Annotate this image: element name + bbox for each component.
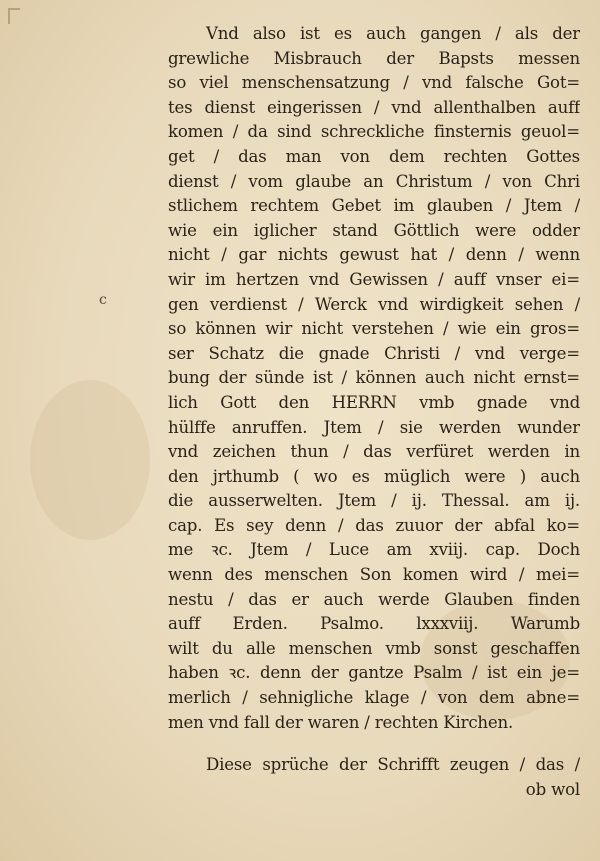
page-corner-mark xyxy=(8,8,20,24)
text-line: wie ein iglicher stand Göttlich were odder xyxy=(168,220,580,240)
text-line: men vnd fall der waren / rechten Kirchen. xyxy=(168,712,514,732)
main-text-block xyxy=(168,22,580,802)
paper-stain xyxy=(30,380,150,540)
text-line: Diese sprüche der Schrifft zeugen / das / xyxy=(206,755,580,775)
text-line: ser Schatz die gnade Christi / vnd verge= xyxy=(168,343,580,363)
text-line: Vnd also ist es auch gangen / als der xyxy=(206,24,580,43)
text-line: so viel menschensatzung / vnd falsche Got= xyxy=(168,73,580,93)
text-line: nestu / das er auch werde Glauben finden xyxy=(168,589,580,609)
text-line: wenn des menschen Son komen wird / mei= xyxy=(168,565,580,585)
text-line: tes dienst eingerissen / vnd allenthalben auff xyxy=(168,97,580,117)
text-line: die ausserwelten. Jtem / ij. Thessal. am ij. xyxy=(168,491,580,511)
text-line: hülffe anruffen. Jtem / sie werden wunder xyxy=(168,417,580,437)
text-line: wilt du alle menschen vmb sonst geschaffen xyxy=(168,638,580,658)
text-line: vnd zeichen thun / das verfüret werden in xyxy=(168,442,580,462)
text-line: me ꝛc. Jtem / Luce am xviij. cap. Doch xyxy=(168,540,580,560)
text-line: grewliche Misbrauch der Bapsts messen xyxy=(168,48,580,68)
text-line: gen verdienst / Werck vnd wirdigkeit sehen / xyxy=(168,294,580,314)
text-line: den jrthumb ( wo es müglich were ) auch xyxy=(168,466,580,486)
text-line: auff Erden. Psalmo. lxxxviij. Warumb xyxy=(168,614,580,634)
paragraph-gap xyxy=(168,735,580,753)
catchword: ob wol xyxy=(525,779,580,799)
text-line: get / das man von dem rechten Gottes xyxy=(168,146,580,166)
text-line: bung der sünde ist / können auch nicht ernst= xyxy=(168,368,580,388)
text-line: komen / da sind schreckliche finsternis geuol= xyxy=(168,122,580,142)
text-line: lich Gott den HERRN vmb gnade vnd xyxy=(168,392,580,412)
text-line: so können wir nicht verstehen / wie ein gros= xyxy=(168,319,580,339)
text-line: merlich / sehnigliche klage / von dem abne= xyxy=(168,688,580,708)
text-line: dienst / vom glaube an Christum / von Chri xyxy=(168,171,580,191)
text-line: wir im hertzen vnd Gewissen / auff vnser ei= xyxy=(168,269,580,289)
text-line: cap. Es sey denn / das zuuor der abfal ko= xyxy=(168,515,580,535)
text-line: haben ꝛc. denn der gantze Psalm / ist ein je= xyxy=(168,663,580,683)
margin-mark: c xyxy=(99,292,107,308)
text-line: nicht / gar nichts gewust hat / denn / wenn xyxy=(168,245,580,265)
text-line: stlichem rechtem Gebet im glauben / Jtem / xyxy=(168,196,580,216)
